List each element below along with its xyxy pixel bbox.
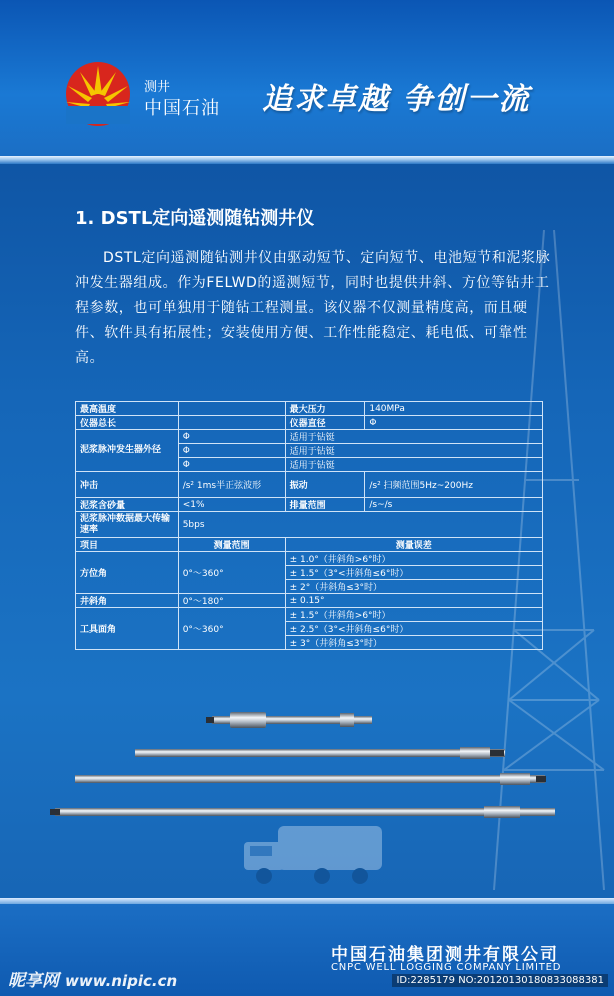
table-cell: ± 2.5°（3°<井斜角≤6°时） [285,622,542,636]
table-row [76,594,543,608]
table-header-cell: 测量误差 [285,538,542,552]
id-stamp: ID:2285179 NO:20120130180833088381 [392,974,608,987]
company-name-en: CNPC WELL LOGGING COMPANY LIMITED [331,962,562,973]
logging-truck-icon [238,820,388,890]
table-cell: 0°～360° [178,552,285,594]
table-cell: Φ [178,430,285,444]
table-row [76,512,543,538]
table-cell: 泥浆脉冲数据最大传输速率 [76,512,179,538]
watermark-brand: 昵享网 [8,971,59,991]
table-cell: Φ [178,444,285,458]
table-cell: ± 2°（井斜角≤3°时） [285,580,542,594]
table-cell: 冲击 [76,472,179,498]
logging-tool-strings [0,700,614,830]
logo-company-name: 中国石油 [144,98,220,119]
table-row [76,472,543,498]
tool-long [75,773,546,785]
table-cell [178,402,285,416]
table-cell: <1% [178,498,285,512]
table-cell: 最高温度 [76,402,179,416]
table-row [76,402,543,416]
table-cell: 适用于钻铤 [285,430,542,444]
table-row [76,608,543,622]
table-row [76,498,543,512]
table-cell: /s² 扫频范围5Hz~200Hz [365,472,543,498]
table-cell: ± 1.5°（井斜角>6°时） [285,608,542,622]
company-name-cn: 中国石油集团测井有限公司 [331,945,559,965]
header-divider [0,156,614,164]
table-cell: 井斜角 [76,594,179,608]
table-cell: 方位角 [76,552,179,594]
tool-short [206,712,372,728]
tool-longest [50,806,555,818]
tool-medium [135,747,505,759]
table-cell: 140MPa [365,402,543,416]
slogan: 追求卓越 争创一流 [262,82,531,117]
logo-subtitle: 测井 [144,80,171,95]
table-cell: ± 1.0°（井斜角>6°时） [285,552,542,566]
table-header-row [76,538,543,552]
table-cell: /s² 1ms半正弦波形 [178,472,285,498]
watermark-url: www.nipic.cn [65,972,178,990]
table-cell: 0°～360° [178,608,285,650]
table-cell: 5bps [178,512,542,538]
table-cell: Φ [365,416,543,430]
table-cell [178,416,285,430]
table-row [76,430,543,444]
table-cell: ± 0.15° [285,594,542,608]
watermark [8,966,177,991]
table-cell: 适用于钻铤 [285,458,542,472]
table-cell: 适用于钻铤 [285,444,542,458]
table-cell: ± 1.5°（3°<井斜角≤6°时） [285,566,542,580]
table-cell: 振动 [285,472,365,498]
table-cell: 工具面角 [76,608,179,650]
section-title: 1. DSTL定向遥测随钻测井仪 [75,208,315,229]
cnpc-logo-icon [60,58,136,128]
table-row [76,552,543,566]
table-header-cell: 项目 [76,538,179,552]
table-cell: 仪器直径 [285,416,365,430]
table-cell: 仪器总长 [76,416,179,430]
spec-table [75,401,543,650]
table-cell: 0°～180° [178,594,285,608]
table-cell: 排量范围 [285,498,365,512]
table-cell: /s~/s [365,498,543,512]
table-cell: Φ [178,458,285,472]
intro-paragraph: DSTL定向遥测随钻测井仪由驱动短节、定向短节、电池短节和泥浆脉冲发生器组成。作为FELWD的遥测短节，同时也提供井斜、方位等钻井工程参数，也可单独用于随钻工程测量。该仪器不仅测量精度高，而且硬件、软件具有拓展性；安装使用方便、工作性能稳定、耗电低、可靠性高。 [75,250,551,366]
table-cell: 泥浆含砂量 [76,498,179,512]
table-cell: 泥浆脉冲发生器外径 [76,430,179,472]
table-row [76,416,543,430]
table-header-cell: 测量范围 [178,538,285,552]
table-cell: 最大压力 [285,402,365,416]
table-cell: ± 3°（井斜角≤3°时） [285,636,542,650]
